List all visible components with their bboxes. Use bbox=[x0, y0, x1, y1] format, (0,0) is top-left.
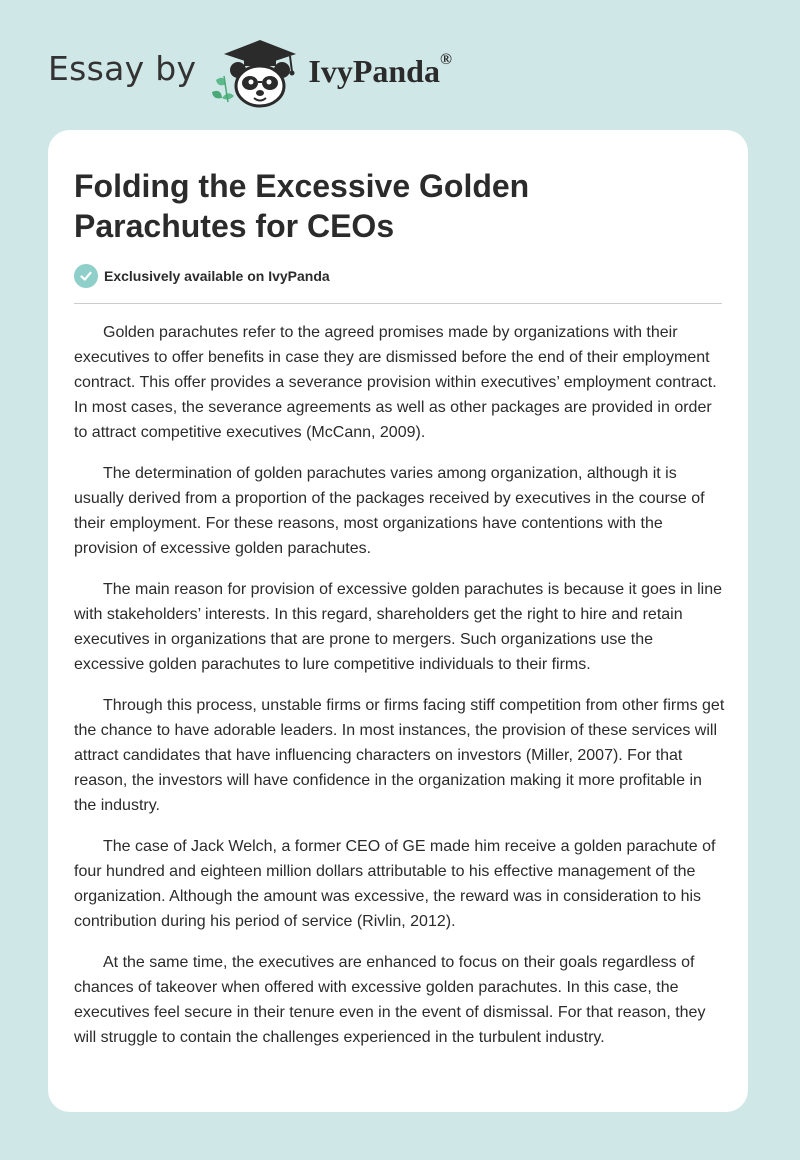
article-card bbox=[48, 130, 748, 1112]
divider bbox=[74, 303, 722, 304]
panda-logo-icon[interactable] bbox=[210, 36, 302, 108]
essay-by-label: Essay by bbox=[48, 48, 197, 88]
brand-name[interactable] bbox=[308, 50, 452, 90]
exclusive-badge bbox=[74, 264, 330, 288]
paragraph: At the same time, the executives are enhanced to focus on their goals regardless of chances of takeover when offered with excessive golden parachutes. In this case, the executives feel secure in their tenure even in the event of dismissal. For that reason, they will struggle to contain the challenges experienced in the turbulent industry. bbox=[74, 954, 706, 1046]
brand-text: IvyPanda bbox=[308, 52, 440, 89]
badge-label: Exclusively available on IvyPanda bbox=[104, 268, 330, 284]
paragraph: Through this process, unstable firms or firms facing stiff competition from other firms get the chance to have adorable leaders. In most instances, the provision of these services will attract candidates that have influencing characters on investors (Miller, 2007). For that reason, the investors will have confidence in the organization making it more profitable in the industry. bbox=[74, 697, 725, 814]
page-title: Folding the Excessive Golden Parachutes for CEOs bbox=[74, 168, 530, 244]
registered-mark: ® bbox=[439, 50, 452, 68]
paragraph: The main reason for provision of excessive golden parachutes is because it goes in line with stakeholders’ interests. In this regard, shareholders get the right to hire and retain executives in organizations that are prone to mergers. Such organizations use the excessive golden parachutes to lure competitive individuals to their firms. bbox=[74, 581, 723, 673]
article-body bbox=[74, 320, 726, 1066]
paragraph: Golden parachutes refer to the agreed promises made by organizations with their executives to offer benefits in case they are dismissed before the end of their employment contract. This offer provides a severance provision within executives’ employment contract. In most cases, the severance agreements as well as other packages are provided in order to attract competitive executives (McCann, 2009). bbox=[74, 324, 717, 441]
paragraph: The case of Jack Welch, a former CEO of GE made him receive a golden parachute of four hundred and eighteen million dollars attributable to his effective management of the organization. Although the amount was excessive, the reward was in consideration to his contribution during his period of service (Rivlin, 2012). bbox=[74, 838, 716, 930]
checkmark-icon bbox=[74, 264, 98, 288]
paragraph: The determination of golden parachutes varies among organization, although it is usually derived from a proportion of the packages received by executives in the course of their employment. For these reasons, most organizations have contentions with the provision of excessive golden parachutes. bbox=[74, 465, 705, 557]
site-header bbox=[48, 36, 452, 108]
